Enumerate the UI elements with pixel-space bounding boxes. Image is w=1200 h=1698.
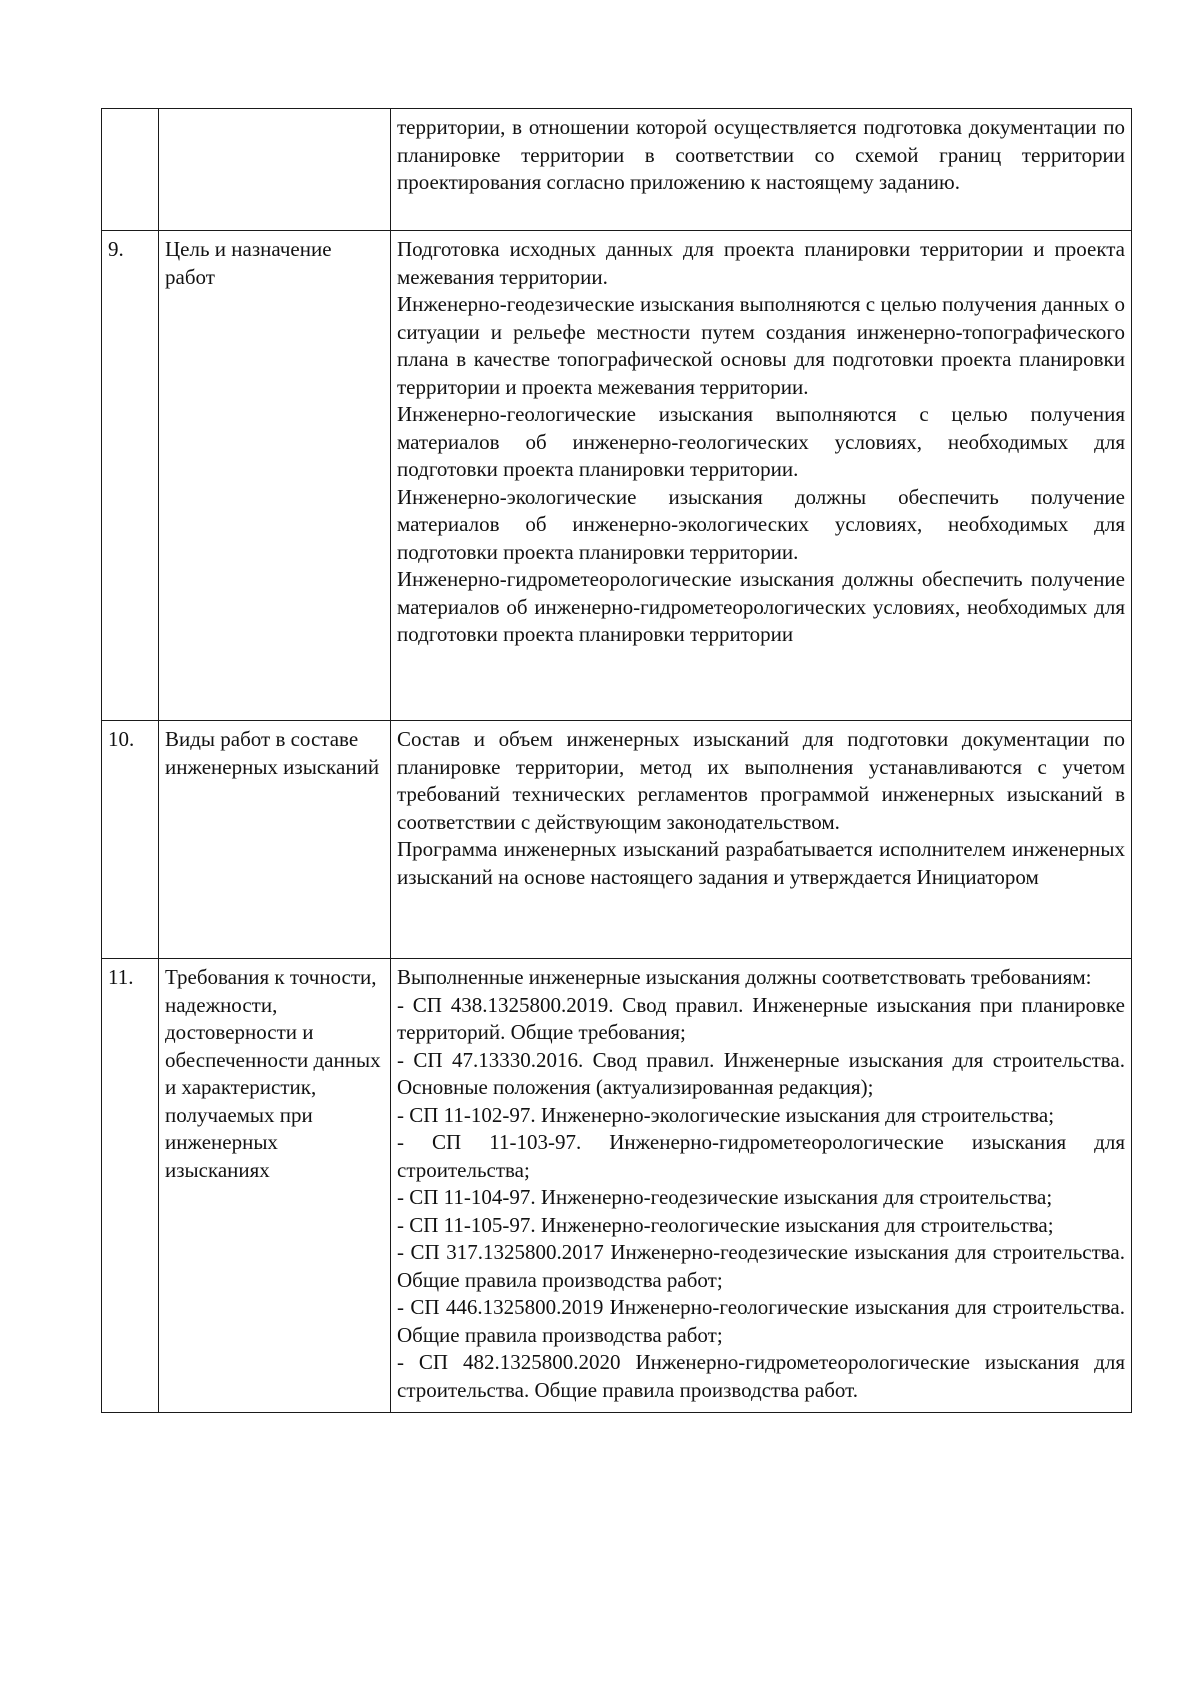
standard-list-item: - СП 11-105-97. Инженерно-геологические изыскания для строительства; — [397, 1212, 1054, 1237]
description-paragraph: Выполненные инженерные изыскания должны соответствовать требованиям: — [397, 965, 1092, 989]
description-paragraph: Программа инженерных изысканий разрабатывается исполнителем инженерных изысканий на основе настоящего задания и утверждается Инициатором — [397, 837, 1125, 889]
table-row — [102, 109, 1132, 231]
standard-list-item: - СП 11-103-97. Инженерно-гидрометеорологические изыскания для строительства; — [397, 1130, 1125, 1182]
table-row — [102, 959, 1132, 1413]
description-paragraph: территории, в отношении которой осуществляется подготовка документации по планировке территории в соответствии со схемой границ территории проектирования согласно приложению к настоящему заданию. — [397, 115, 1125, 194]
row-number: 9. — [102, 231, 159, 721]
standard-list-item: - СП 47.13330.2016. Свод правил. Инженерные изыскания для строительства. Основные положения (актуализированная редакция); — [397, 1047, 1125, 1099]
row-number: 11. — [102, 959, 159, 1413]
row-number — [102, 109, 159, 231]
row-number: 10. — [102, 721, 159, 959]
description-paragraph: Инженерно-геологические изыскания выполняются с целью получения материалов об инженерно-геологических условиях, необходимых для подготовки проекта планировки территории. — [397, 402, 1125, 481]
standard-list-item: - СП 438.1325800.2019. Свод правил. Инженерные изыскания при планировке территорий. Общие требования; — [397, 992, 1125, 1044]
requirements-table — [101, 108, 1132, 1413]
row-title: Требования к точности, надежности, достоверности и обеспеченности данных и характеристик, получаемых при инженерных изысканиях — [159, 959, 391, 1413]
standard-list-item: - СП 482.1325800.2020 Инженерно-гидрометеорологические изыскания для строительства. Общие правила производства работ. — [397, 1350, 1125, 1402]
row-description — [391, 231, 1132, 721]
row-description — [391, 109, 1132, 231]
table-row — [102, 231, 1132, 721]
standard-list-item: - СП 11-104-97. Инженерно-геодезические изыскания для строительства; — [397, 1185, 1053, 1209]
description-paragraph: Подготовка исходных данных для проекта планировки территории и проекта межевания территории. — [397, 237, 1125, 289]
standard-list-item: - СП 446.1325800.2019 Инженерно-геологические изыскания для строительства. Общие правила производства работ; — [397, 1295, 1125, 1347]
row-title: Цель и назначение работ — [159, 231, 391, 721]
description-paragraph: Инженерно-экологические изыскания должны обеспечить получение материалов об инженерно-экологических условиях, необходимых для подготовки проекта планировки территории. — [397, 484, 1125, 564]
description-paragraph: Состав и объем инженерных изысканий для подготовки документации по планировке территории, метод их выполнения устанавливаются с учетом требований технических регламентов программой инженерных изысканий в соответствии с действующим законодательством. — [397, 727, 1125, 834]
standard-list-item: - СП 317.1325800.2017 Инженерно-геодезические изыскания для строительства. Общие правила производства работ; — [397, 1240, 1125, 1292]
description-paragraph: Инженерно-гидрометеорологические изыскания должны обеспечить получение материалов об инженерно-гидрометеорологических условиях, необходимых для подготовки проекта планировки территории — [397, 567, 1125, 646]
standard-list-item: - СП 11-102-97. Инженерно-экологические изыскания для строительства; — [397, 1102, 1055, 1127]
row-title: Виды работ в составе инженерных изысканий — [159, 721, 391, 959]
row-description — [391, 721, 1132, 959]
description-paragraph: Инженерно-геодезические изыскания выполняются с целью получения данных о ситуации и рельефе местности путем создания инженерно-топографического плана в качестве топографической основы для подготовки проекта планировки территории и проекта межевания территории. — [397, 292, 1125, 399]
row-title — [159, 109, 391, 231]
table-row — [102, 721, 1132, 959]
row-description — [391, 959, 1132, 1413]
